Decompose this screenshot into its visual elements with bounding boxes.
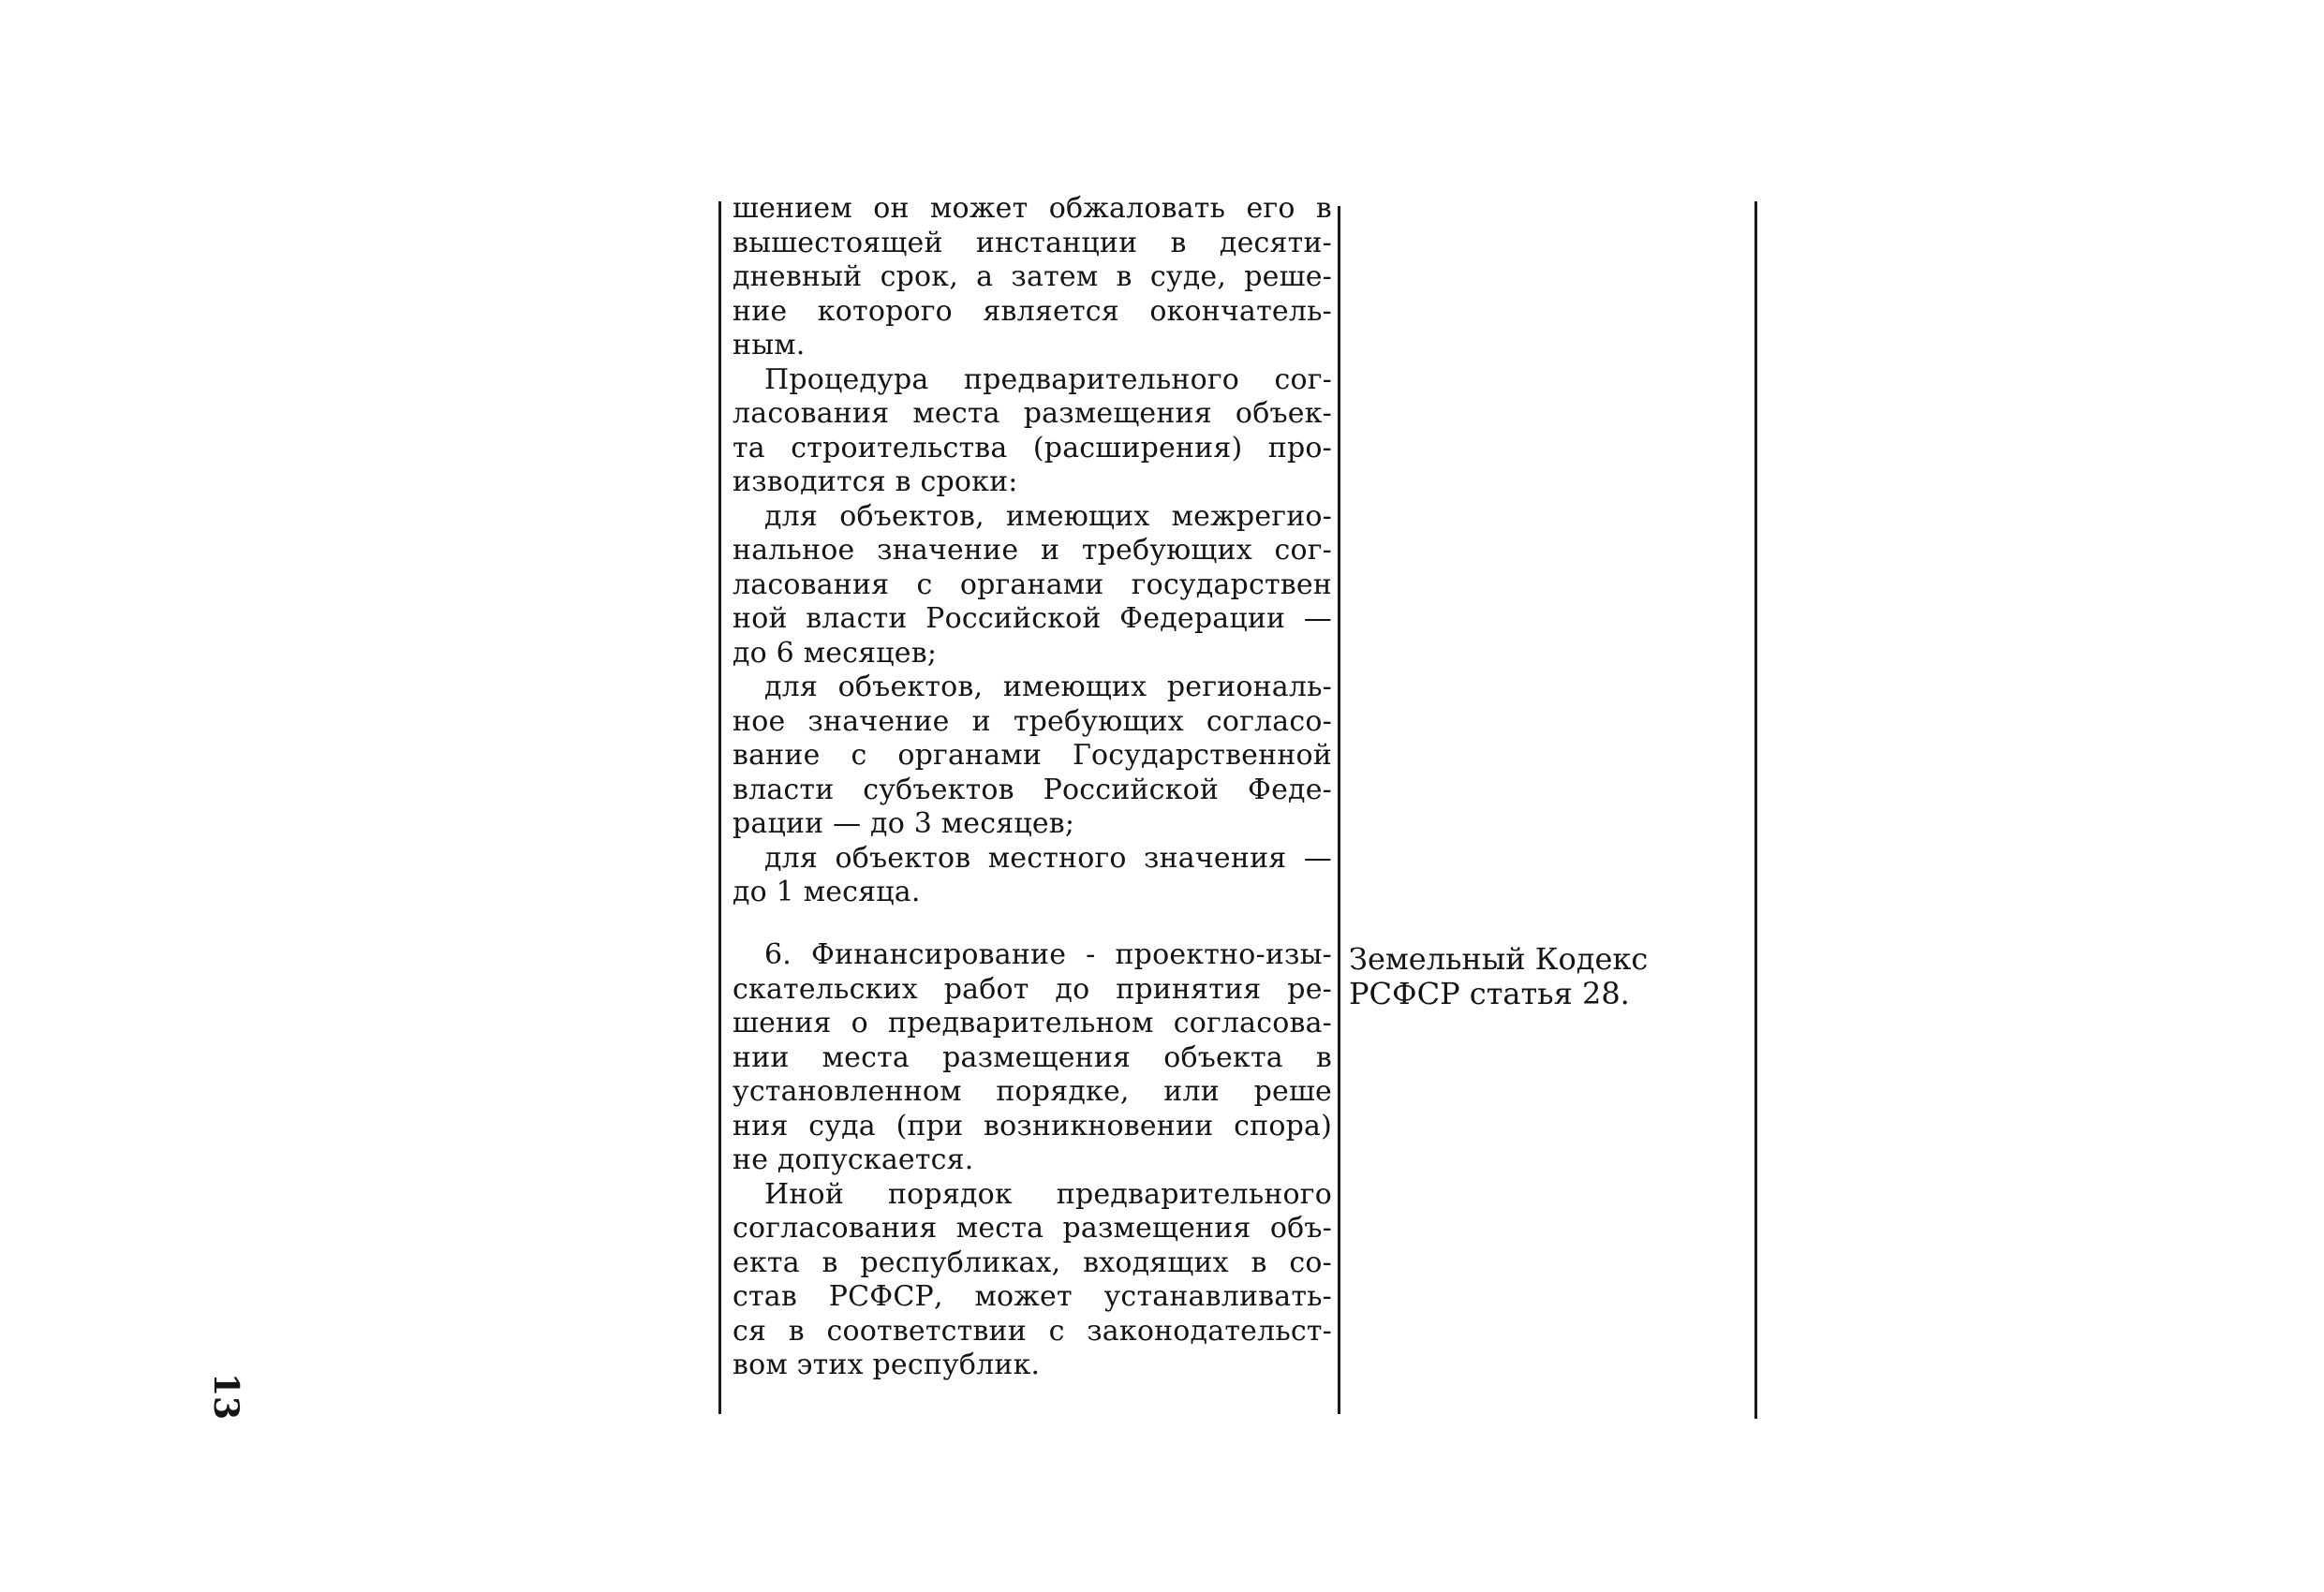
reference-line: Земельный Кодекс — [1349, 941, 1649, 977]
text-line: ной власти Российской Федерации — — [733, 602, 1332, 635]
text-line: став РСФСР, может устанавливать- — [733, 1280, 1332, 1313]
text-line: ласования места размещения объек- — [733, 397, 1332, 430]
text-line: та строительства (расширения) про- — [733, 431, 1332, 464]
text-line: 6. Финансирование - проектно-изы- — [764, 938, 1332, 971]
text-line: установленном порядке, или реше — [733, 1075, 1332, 1108]
text-line: нальное значение и требующих сог- — [733, 534, 1332, 567]
text-line: дневный срок, а затем в суде, реше- — [733, 260, 1332, 293]
text-line: рации — до 3 месяцев; — [733, 807, 1075, 840]
text-line: шения о предварительном согласова- — [733, 1007, 1332, 1039]
column-rule-right — [1754, 201, 1757, 1419]
text-line: шением он может обжаловать его в — [733, 192, 1332, 225]
main-text-block-2 — [733, 938, 1332, 1383]
text-line: власти субъектов Российской Феде- — [733, 773, 1332, 806]
text-line: ным. — [733, 329, 806, 361]
text-line: Процедура предварительного сог- — [764, 362, 1332, 396]
text-line: екта в республиках, входящих в со- — [733, 1246, 1332, 1279]
text-line: вание с органами Государственной — [733, 739, 1332, 772]
text-line: для объектов местного значения — — [764, 841, 1332, 875]
text-line: ласования с органами государствен — [733, 568, 1332, 601]
text-line: ния суда (при возникновении спора) — [733, 1109, 1332, 1142]
text-line: для объектов, имеющих межрегио- — [764, 499, 1332, 533]
text-line: скательских работ до принятия ре- — [733, 972, 1332, 1006]
text-line: не допускается. — [733, 1143, 974, 1176]
text-line: ное значение и требующих согласо- — [733, 704, 1332, 738]
reference-line: РСФСР статья 28. — [1349, 975, 1630, 1011]
text-line: для объектов, имеющих региональ- — [764, 671, 1332, 703]
reference-column — [1349, 942, 1752, 1010]
text-line: Иной порядок предварительного — [764, 1177, 1332, 1211]
text-line: ние которого является окончатель- — [733, 294, 1332, 328]
text-line: вом этих республик. — [733, 1349, 1041, 1381]
page-number: 13 — [206, 1373, 245, 1421]
text-line: изводится в сроки: — [733, 465, 1018, 498]
column-rule-middle — [1338, 206, 1340, 1414]
text-line: вышестоящей инстанции в десяти- — [733, 226, 1332, 259]
text-line: нии места размещения объекта в — [733, 1040, 1332, 1074]
main-text-block-1 — [733, 192, 1332, 910]
column-rule-left — [718, 201, 721, 1414]
text-line: до 1 месяца. — [733, 876, 921, 908]
text-line: ся в соответствии с законодательст- — [733, 1314, 1332, 1348]
text-line: согласования места размещения объ- — [733, 1212, 1332, 1245]
text-line: до 6 месяцев; — [733, 636, 938, 670]
